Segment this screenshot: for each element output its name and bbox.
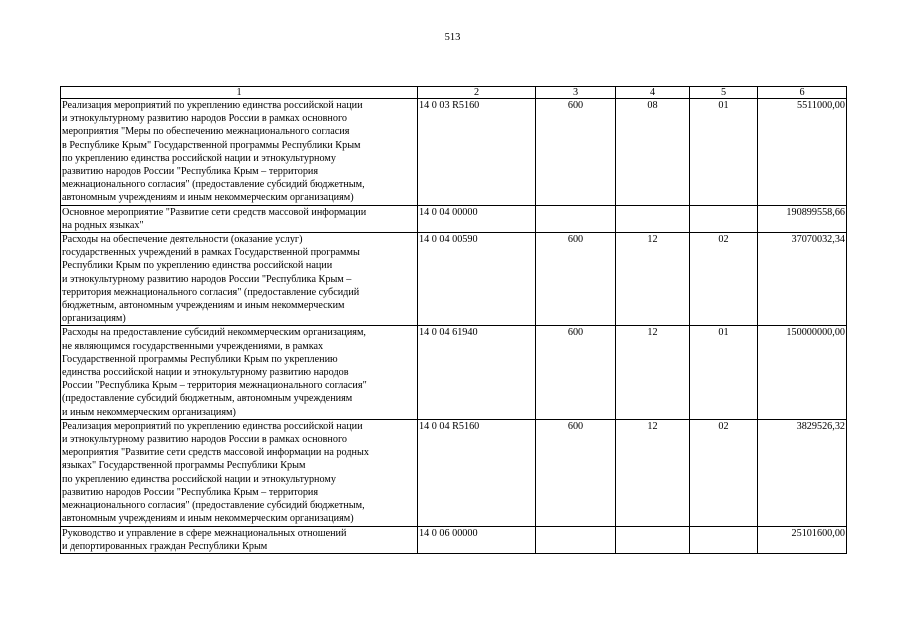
table-row — [61, 205, 847, 232]
table-row — [61, 526, 847, 553]
row-subsection: 02 — [690, 233, 758, 326]
row-subsection: 02 — [690, 419, 758, 526]
row-subsection — [690, 526, 758, 553]
table-header-row — [61, 87, 847, 99]
row-description: Основное мероприятие "Развитие сети средств массовой информации на родных языках" — [61, 205, 418, 232]
row-section: 08 — [616, 99, 690, 206]
table-row — [61, 99, 847, 206]
row-expense-type: 600 — [536, 99, 616, 206]
row-description: Реализация мероприятий по укреплению единства российской нации и этнокультурному развитию народов России в рамках основного мероприятия "Меры по обеспечению межнационального согласия в Республике Крым" Государственной программы Республики Крым по укреплению единства российской нации и этнокультурному развитию народов России "Республика Крым – территория межнационального согласия" (предоставление субсидий бюджетным, автономным учреждениям и иным некоммерческим организациям) — [61, 99, 418, 206]
row-amount: 37070032,34 — [758, 233, 847, 326]
row-amount: 150000000,00 — [758, 326, 847, 419]
row-section: 12 — [616, 326, 690, 419]
table-row — [61, 419, 847, 526]
header-cell-6: 6 — [758, 87, 847, 99]
row-description: Расходы на обеспечение деятельности (оказание услуг) государственных учреждений в рамках Государственной программы Республики Крым по укреплению единства российской нации и этнокультурному развитию народов России "Республика Крым – территория межнационального согласия" (предоставление субсидий бюджетным, автономным учреждениям и иным некоммерческим организациям) — [61, 233, 418, 326]
row-description: Реализация мероприятий по укреплению единства российской нации и этнокультурному развитию народов России в рамках основного мероприятия "Развитие сети средств массовой информации на родных языках" Государственной программы Республики Крым по укреплению единства российской нации и этнокультурному развитию народов России "Республика Крым – территория межнационального согласия" (предоставление субсидий бюджетным, автономным учреждениям и иным некоммерческим организациям) — [61, 419, 418, 526]
row-amount: 190899558,66 — [758, 205, 847, 232]
row-expense-type: 600 — [536, 419, 616, 526]
row-section — [616, 205, 690, 232]
row-subsection: 01 — [690, 326, 758, 419]
header-cell-1: 1 — [61, 87, 418, 99]
table-row — [61, 233, 847, 326]
header-cell-3: 3 — [536, 87, 616, 99]
row-section: 12 — [616, 233, 690, 326]
table-row — [61, 326, 847, 419]
row-description: Руководство и управление в сфере межнациональных отношений и депортированных граждан Республики Крым — [61, 526, 418, 553]
budget-table — [60, 86, 847, 554]
row-target-code: 14 0 04 61940 — [418, 326, 536, 419]
row-target-code: 14 0 03 R5160 — [418, 99, 536, 206]
header-cell-2: 2 — [418, 87, 536, 99]
row-section — [616, 526, 690, 553]
header-cell-4: 4 — [616, 87, 690, 99]
row-section: 12 — [616, 419, 690, 526]
row-target-code: 14 0 04 00590 — [418, 233, 536, 326]
row-amount: 3829526,32 — [758, 419, 847, 526]
row-target-code: 14 0 06 00000 — [418, 526, 536, 553]
row-target-code: 14 0 04 00000 — [418, 205, 536, 232]
row-expense-type — [536, 205, 616, 232]
row-target-code: 14 0 04 R5160 — [418, 419, 536, 526]
page-number: 513 — [444, 32, 461, 43]
row-expense-type — [536, 526, 616, 553]
row-expense-type: 600 — [536, 326, 616, 419]
row-description: Расходы на предоставление субсидий некоммерческим организациям, не являющимся государственными учреждениями, в рамках Государственной программы Республики Крым по укреплению единства российской нации и этнокультурному развитию народов России "Республика Крым – территория межнационального согласия" (предоставление субсидий бюджетным, автономным учреждениям и иным некоммерческим организациям) — [61, 326, 418, 419]
row-subsection: 01 — [690, 99, 758, 206]
row-expense-type: 600 — [536, 233, 616, 326]
row-amount: 5511000,00 — [758, 99, 847, 206]
header-cell-5: 5 — [690, 87, 758, 99]
row-subsection — [690, 205, 758, 232]
row-amount: 25101600,00 — [758, 526, 847, 553]
